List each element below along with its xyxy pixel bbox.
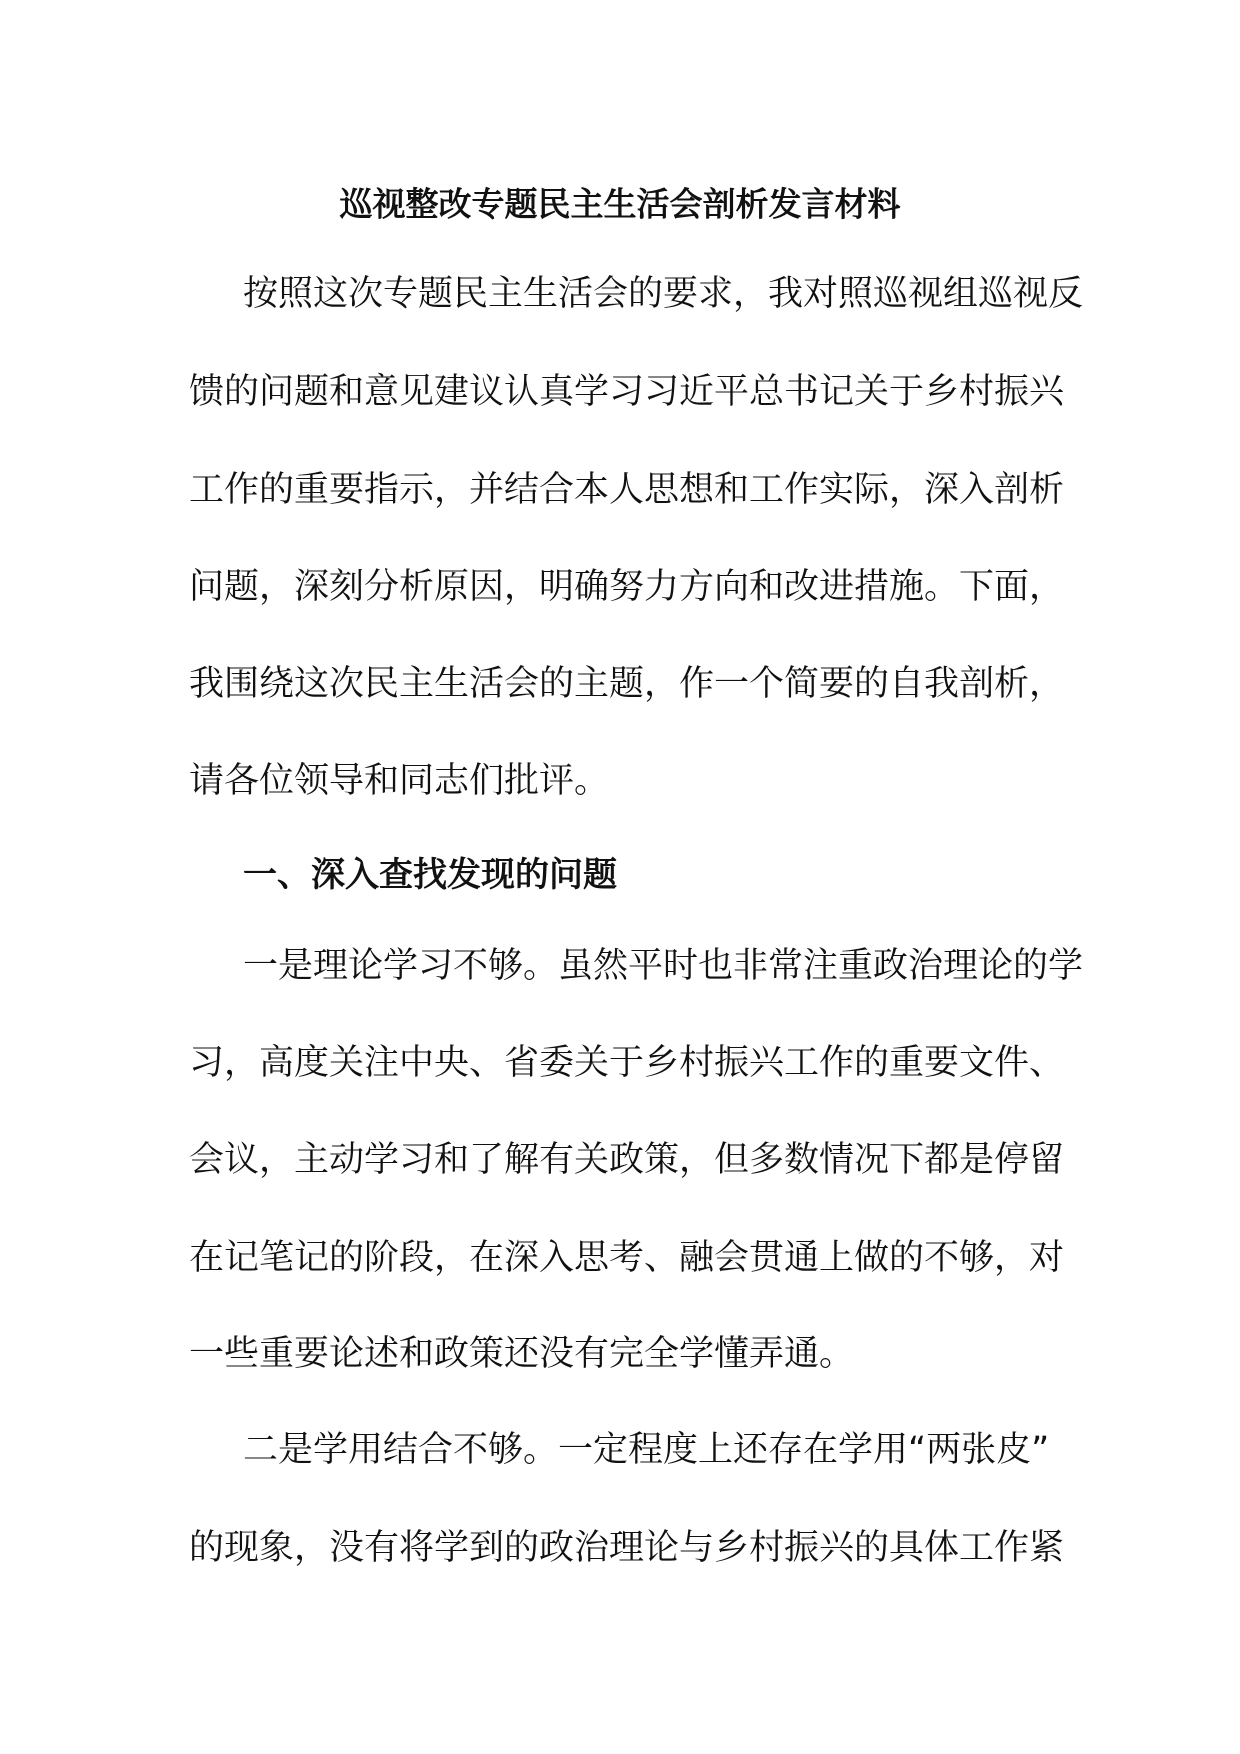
- paragraph-line: 一是理论学习不够。虽然平时也非常注重政治理论的学: [243, 946, 1084, 986]
- paragraph-line: 问题，深刻分析原因，明确努力方向和改进措施。下面，: [189, 567, 1065, 607]
- paragraph-line: 我围绕这次民主生活会的主题，作一个简要的自我剖析，: [189, 664, 1065, 704]
- paragraph-line: 的现象，没有将学到的政治理论与乡村振兴的具体工作紧: [189, 1528, 1065, 1568]
- paragraph-line: 工作的重要指示，并结合本人思想和工作实际，深入剖析: [189, 470, 1065, 510]
- paragraph-line: 请各位领导和同志们批评。: [189, 761, 610, 801]
- paragraph-line: 在记笔记的阶段，在深入思考、融会贯通上做的不够，对: [189, 1238, 1065, 1278]
- section-heading: 一、深入查找发现的问题: [243, 855, 617, 895]
- paragraph-line: 二是学用结合不够。一定程度上还存在学用“两张皮”: [243, 1430, 1050, 1470]
- paragraph-line: 一些重要论述和政策还没有完全学懂弄通。: [189, 1334, 855, 1374]
- paragraph-line: 按照这次专题民主生活会的要求，我对照巡视组巡视反: [243, 274, 1084, 314]
- paragraph-line: 馈的问题和意见建议认真学习习近平总书记关于乡村振兴: [189, 372, 1065, 412]
- paragraph-line: 会议，主动学习和了解有关政策，但多数情况下都是停留: [189, 1140, 1065, 1180]
- document-title: 巡视整改专题民主生活会剖析发言材料: [339, 184, 901, 224]
- paragraph-line: 习，高度关注中央、省委关于乡村振兴工作的重要文件、: [189, 1043, 1065, 1083]
